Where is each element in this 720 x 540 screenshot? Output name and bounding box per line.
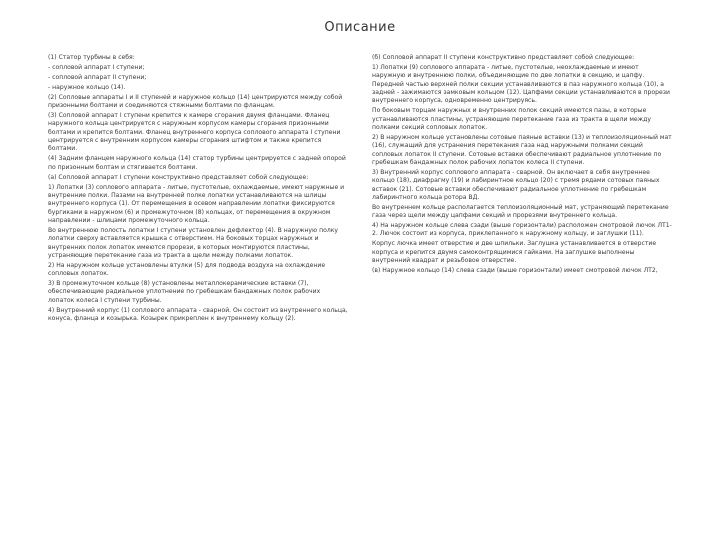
page-title: Описание [324,20,396,35]
paragraph: (в) Наружное кольцо (14) слева сзади (выше горизонтали) имеет смотровой лючок ЛТ2, [372,267,658,274]
paragraph: 1) Лопатки (9) соплового аппарата - литые, пустотелые, неохлаждаемые и имеют наружную и внутреннюю полки, объединяющие по две лопатки в секцию, и цапфу. Передней частью верхней полки секции устанавливаются в паз наружного кольца (10), а задней - зажимаются замковым кольцом (12). Цапфами секции устанавливаются в прорези внутреннего корпуса, одновременно центрируясь. [372,63,670,105]
paragraph: (4) Задним фланцем наружного кольца (14) статор турбины центрируется с задней опорой по призонным болтам и стягивается болтами. [48,155,346,171]
paragraph: 2) На наружном кольце установлены втулки (5) для подвода воздуха на охлаждение сопловых лопаток. [48,261,326,278]
paragraph: 4) На наружном кольце слева сзади (выше горизонтали) расположен смотровой лючок ЛТ1-2. Лючок состоит из корпуса, приклепанного к наружному кольцу, и заглушки (11). [372,222,672,238]
paragraph: Корпус лючка имеет отверстие и две шпильки. Заглушка устанавливается в отверстие корпуса и крепится двумя самоконтрящимися гайками. На заглушке выполнены внутренний квадрат и резьбовое отверстие. [372,240,657,265]
paragraph: - сопловой аппарат II ступени; [48,73,147,81]
paragraph: (a) Сопловой аппарат I ступени конструктивно представляет собой следующее: [48,173,309,181]
paragraph: 3) Внутренний корпус соплового аппарата - сварной. Он включает в себя внутреннее кольцо (18), диафрагму (19) и лабиринтное кольцо (20) с тремя рядами сотовых паяных вставок (21). Сотовые вставки обеспечивают радиальное уплотнение по гребешкам лабиринтного кольца ротора ВД. [372,168,660,201]
paragraph: - сопловой аппарат I ступени; [48,63,145,71]
left-text-column [48,54,348,325]
paragraph: По боковым торцам наружных и внутренних полок секций имеются пазы, в которые устанавливаются пластины, устраняющие перетекание газа из тракта в щели между полками секций сопловых лопаток. [372,107,651,131]
paragraph: 1) Лопатки (3) соплового аппарата - литые, пустотелые, охлаждаемые, имеют наружные и внутренние полки. Пазами на внутренней полке лопатки устанавливаются на шлицы внутреннего корпуса (1). От перемещения в осевом направлении лопатки фиксируются бургиками в наружном (6) и промежуточном (8) кольцах, от перемещения в окружном направлении - шлицами промежуточного кольца. [48,183,345,224]
paragraph: Во внутреннюю полость лопатки I ступени установлен дефлектор (4). В наружную полку лопатки сверху вставляется крышка с отверстием. На боковых торцах наружных и внутренних полок лопаток имеются прорези, в которых монтируются пластины, устраняющие перетекание газа из тракта в щели между полками лопаток. [48,226,338,259]
paragraph: (2) Сопловые аппараты I и II ступеней и наружное кольцо (14) центрируются между собой призонными болтами и соединяются стяжными болтами по фланцам. [48,93,343,110]
paragraph: - наружное кольцо (14). [48,83,126,91]
paragraph: (б) Сопловой аппарат II ступени конструктивно представляет собой следующее: [372,54,635,61]
paragraph: Во внутреннем кольце располагается теплоизоляционный мат, устраняющий перетекание газа через щели между цапфами секций и прорезями внутреннего кольца. [372,203,669,220]
paragraph: (3) Сопловой аппарат I ступени крепится к камере сгорания двумя фланцами. Фланец наружного кольца центрируется с наружным корпусом камеры сгорания призонными болтами и крепится болтами. Фланец внутреннего корпуса соплового аппарата I ступени центрируется с внутренним корпусом камеры сгорания штифтом и также крепится болтами. [48,112,341,153]
paragraph: 4) Внутренний корпус (1) соплового аппарата - сварной. Он состоит из внутреннего кольца, конуса, фланца и козырька. Козырек прикреплен к внутреннему кольцу (2). [48,306,348,323]
paragraph: (1) Статор турбины в себя: [48,54,135,61]
paragraph: 2) В наружном кольце установлены сотовые паяные вставки (13) и теплоизоляционный мат (16), служащий для устранения перетекания газа над наружными полками секций сопловых лопаток II ступени. Сотовые вставки обеспечивают радиальное уплотнение по гребешкам бандажных полок рабочих лопаток колеса II ступени. [372,133,672,166]
paragraph: 3) В промежуточном кольце (8) установлены металлокерамические вставки (7), обеспечивающие радиальное уплотнение по гребешкам бандажных полок рабочих лопаток колеса I ступени турбины. [48,280,321,304]
right-text-column [372,54,672,277]
